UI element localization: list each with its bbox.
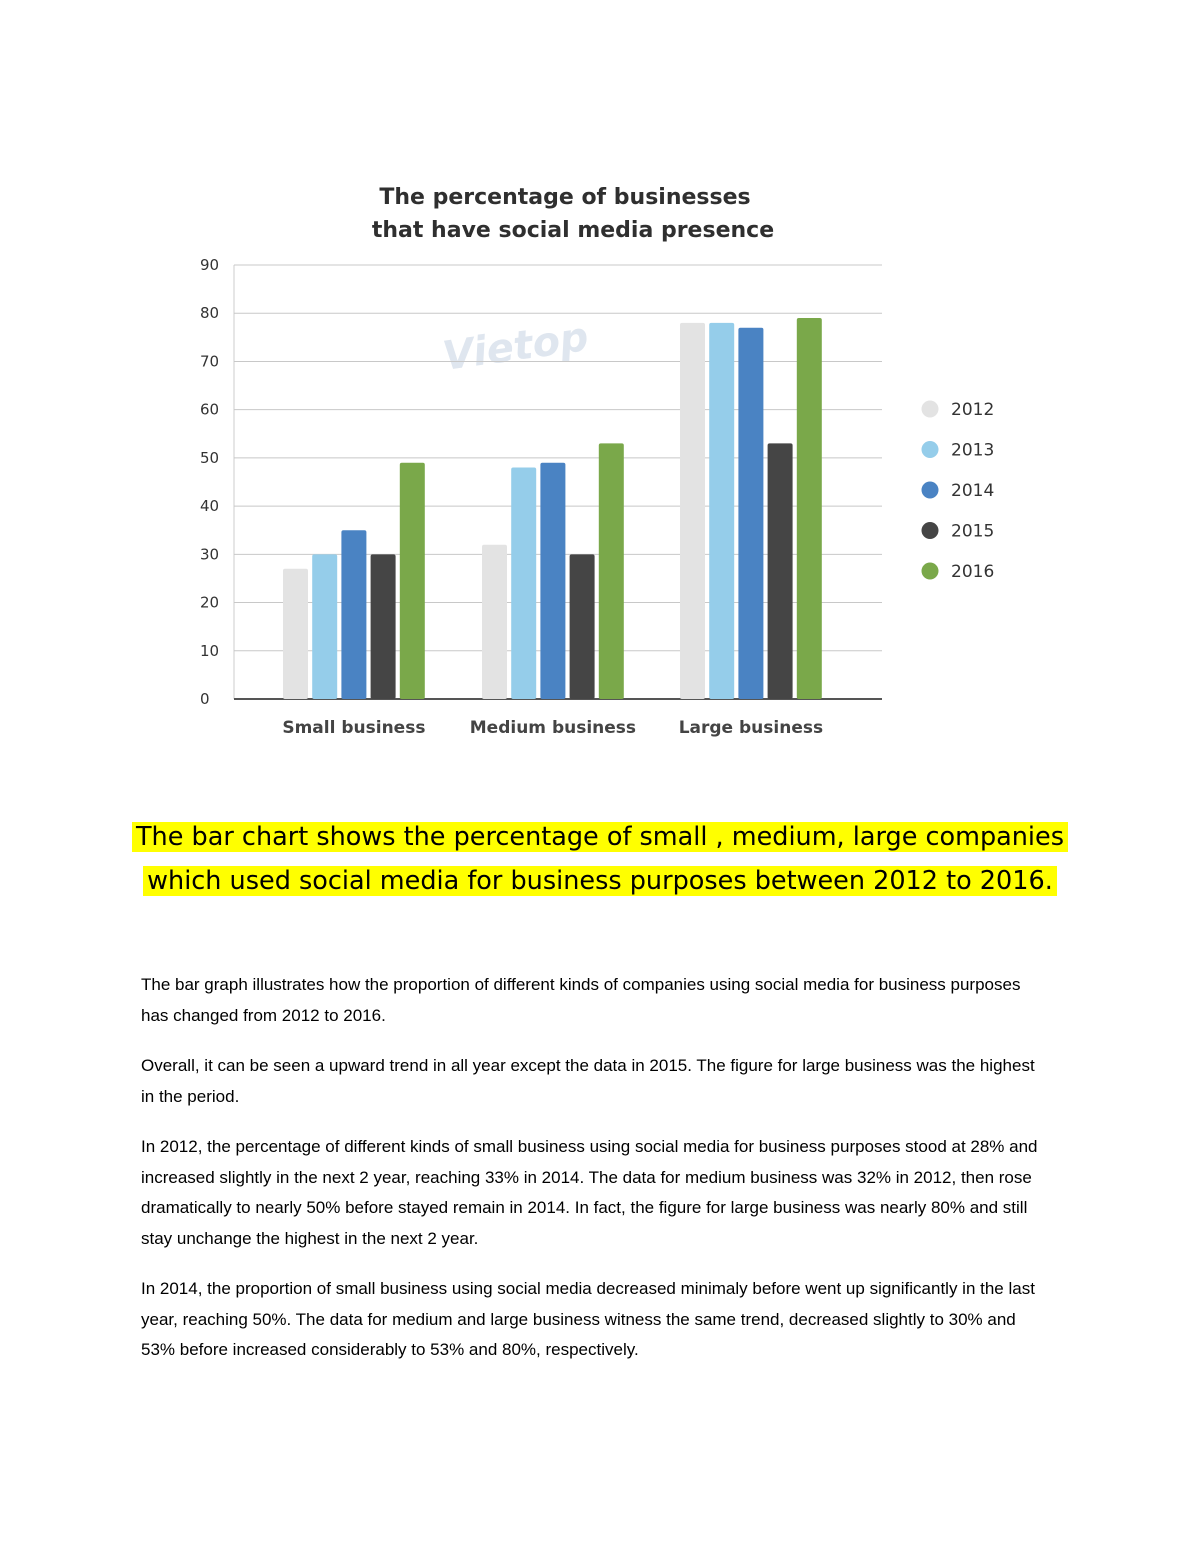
x-category-label-small-business: Small business	[282, 718, 426, 738]
bar-medium-business-2012	[482, 545, 507, 699]
watermark-logo: Vietop	[439, 313, 592, 380]
legend-marker-2012	[922, 401, 939, 418]
y-tick-label-10: 10	[200, 641, 220, 660]
bar-medium-business-2014	[540, 463, 565, 699]
bar-large-business-2013	[709, 323, 734, 699]
y-tick-label-70: 70	[200, 352, 220, 371]
bar-large-business-2015	[768, 443, 793, 699]
bar-medium-business-2016	[599, 443, 624, 699]
y-tick-label-50: 50	[200, 448, 220, 467]
y-tick-label-90: 90	[200, 256, 220, 274]
bar-small-business-2014	[341, 530, 366, 699]
headline	[0, 815, 1200, 903]
legend-marker-2014	[922, 482, 939, 499]
legend-label-2016: 2016	[951, 562, 995, 582]
chart-title-line-1: The percentage of businesses	[379, 185, 751, 210]
y-tick-label-80: 80	[200, 304, 220, 323]
chart-title-line-2: that have social media presence	[371, 218, 775, 243]
x-category-label-large-business: Large business	[678, 718, 824, 738]
y-tick-label-30: 30	[200, 545, 220, 564]
bar-small-business-2015	[371, 554, 396, 699]
bar-small-business-2012	[283, 569, 308, 699]
bar-large-business-2012	[680, 323, 705, 699]
y-tick-label-60: 60	[200, 400, 220, 419]
headline-line-2: which used social media for business purposes between 2012 to 2016.	[143, 866, 1057, 896]
essay-paragraph-3: In 2012, the percentage of different kinds of small business using social media for business purposes stood at 28% and increased slightly in the next 2 year, reaching 33% in 2014. The data for medium business was 32% in 2012, then rose dramatically to nearly 50% before stayed remain in 2014. In fact, the figure for large business was nearly 80% and still stay unchange the highest in the next 2 year.	[141, 1137, 1038, 1248]
legend-label-2014: 2014	[951, 481, 995, 501]
legend-marker-2015	[922, 522, 939, 539]
y-tick-label-0: 0	[200, 690, 210, 708]
legend-label-2015: 2015	[951, 521, 995, 542]
legend-marker-2013	[922, 441, 939, 458]
essay	[141, 970, 1041, 1386]
legend-label-2013: 2013	[951, 440, 995, 461]
essay-paragraph-1: The bar graph illustrates how the proportion of different kinds of companies using social media for business purposes has changed from 2012 to 2016.	[141, 975, 1021, 1025]
x-category-label-medium-business: Medium business	[469, 718, 637, 738]
essay-paragraph-4: In 2014, the proportion of small business using social media decreased minimaly before went up significantly in the last year, reaching 50%. The data for medium and large business witness the same trend, decreased slightly to 30% and 53% before increased considerably to 53% and 80%, respectively.	[141, 1279, 1035, 1359]
bar-small-business-2013	[312, 554, 337, 699]
bar-large-business-2014	[738, 328, 763, 699]
bar-small-business-2016	[400, 463, 425, 699]
bar-medium-business-2013	[511, 468, 536, 699]
legend-label-2012: 2012	[951, 400, 995, 420]
y-tick-label-20: 20	[200, 593, 220, 612]
legend-marker-2016	[922, 563, 939, 580]
bar-large-business-2016	[797, 318, 822, 699]
y-tick-label-40: 40	[200, 497, 220, 516]
bar-medium-business-2015	[570, 554, 595, 699]
headline-line-1: The bar chart shows the percentage of small , medium, large companies	[132, 822, 1068, 852]
essay-paragraph-2: Overall, it can be seen a upward trend in all year except the data in 2015. The figure for large business was the highest in the period.	[141, 1056, 1035, 1106]
